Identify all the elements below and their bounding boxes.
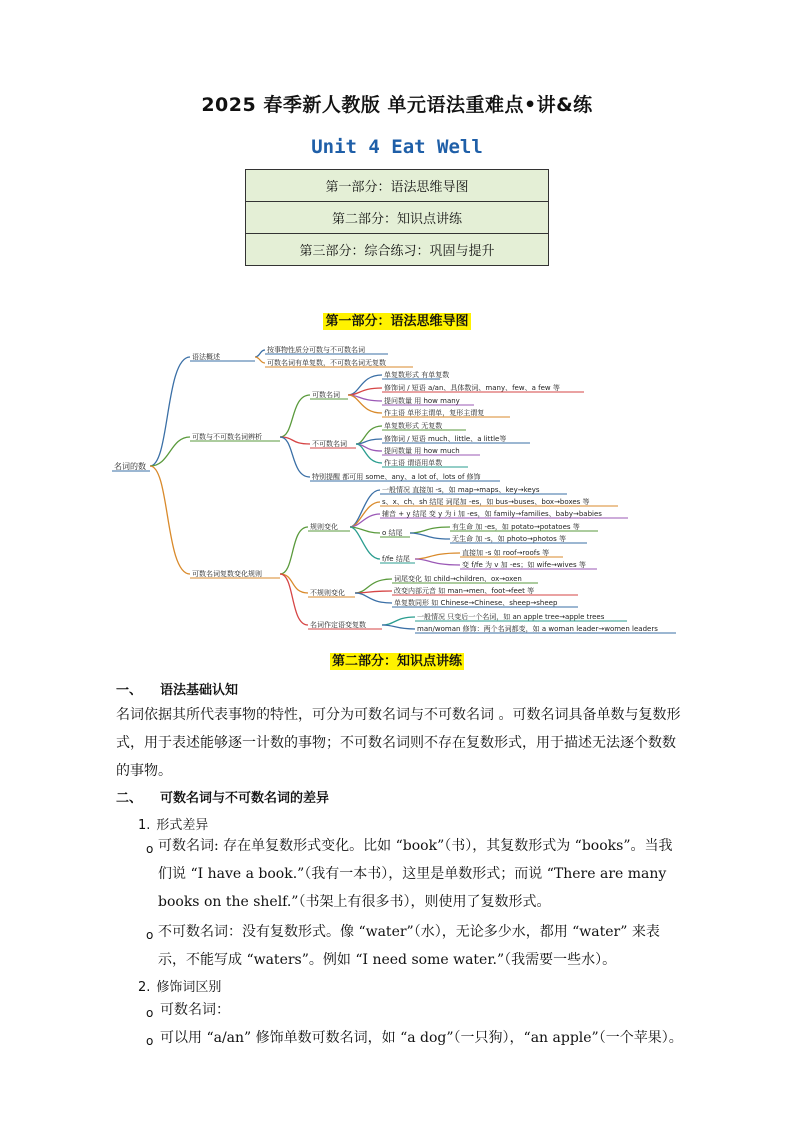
mm-o-end: o 结尾: [382, 529, 403, 537]
section2-heading: 第二部分：知识点讲练: [331, 654, 462, 669]
mm-tip: 特别提醒 都可用 some、any、a lot of、lots of 修饰: [312, 473, 481, 481]
paragraph-s1: 名词依据其所代表事物的特性，可分为可数名词与不可数名词 。可数名词具备单数与复数形式，用于表述能够逐一计数的事物；不可数名词则不存在复数形式，用于描述无法逐个数数的事物。: [116, 707, 681, 779]
section2-heading-wrap: [0, 650, 794, 669]
mm-overview-2: 可数名词有单复数，不可数名词无复数: [267, 359, 386, 367]
mm-countable: 可数名词: [312, 391, 340, 399]
mm-uncountable-4: 作主语 谓语用单数: [384, 459, 443, 467]
mm-irregular-1: 词尾变化 如 child→children、ox→oxen: [394, 575, 522, 583]
heading-s1-num: 一、: [116, 683, 143, 698]
mm-irregular-3: 单复数同形 如 Chinese→Chinese、sheep→sheep: [394, 599, 558, 607]
heading-s1: [116, 679, 238, 698]
mm-regular-2: s、x、ch、sh 结尾 词尾加 -es，如 bus→buses、box→boxes 等: [382, 498, 590, 506]
mm-overview-1: 按事物性质分可数与不可数名词: [267, 346, 365, 354]
mm-regular-1: 一般情况 直接加 -s，如 map→maps、key→keys: [382, 486, 540, 494]
paragraph-b4: 可以用 “a/an” 修饰单数可数名词，如 “a dog”（一只狗），“an apple”（一个苹果）。: [160, 1030, 683, 1046]
bullet-icon: o: [146, 928, 154, 942]
paragraph-b3: 可数名词：: [160, 1002, 230, 1018]
mm-f-end: f/fe 结尾: [382, 555, 410, 563]
paragraph-b2: 不可数名词：没有复数形式。像 “water”（水），无论多少水，都用 “water” 来表示，不能写成 “waters”。例如 “I need some water.”（我需要一些水）。: [158, 924, 660, 968]
section1-heading: 第一部分：语法思维导图: [325, 314, 469, 329]
heading-s2-title: 可数名词与不可数名词的差异: [160, 791, 330, 806]
mm-o-end-1: 有生命 加 -es，如 potato→potatoes 等: [452, 523, 580, 531]
mm-f-end-2: 变 f/fe 为 v 加 -es；如 wife→wives 等: [462, 561, 586, 569]
bullet-icon: o: [146, 1034, 154, 1048]
mm-modifier: 名词作定语变复数: [310, 621, 366, 629]
mm-countable-4: 作主语 单形主谓单，复形主谓复: [384, 409, 485, 417]
mm-irregular-2: 改变内部元音 如 man→men、foot→feet 等: [394, 587, 535, 595]
subheading-2-num: 2.: [138, 980, 151, 995]
mm-countable-3: 提问数量 用 how many: [384, 397, 460, 405]
mm-plural: 可数名词复数变化规则: [192, 570, 262, 578]
mm-uncountable-2: 修饰词 / 短语 much、little、a little等: [384, 435, 507, 443]
subheading-2-title: 修饰词区别: [156, 980, 222, 995]
toc-item-2: 第二部分：知识点讲练: [246, 202, 549, 234]
mm-root: 名词的数: [114, 462, 146, 471]
heading-s1-title: 语法基础认知: [160, 683, 239, 698]
mm-regular: 规则变化: [310, 523, 338, 531]
subheading-1: [138, 814, 208, 833]
unit-title: Unit 4 Eat Well: [311, 136, 483, 158]
bullet-icon: o: [146, 842, 154, 856]
mm-countable-2: 修饰词 / 短语 a/an、具体数词、many、few、a few 等: [384, 384, 560, 392]
grammar-mindmap: [110, 337, 680, 640]
mm-modifier-2: man/woman 修饰：两个名词都变，如 a woman leader→women leaders: [417, 625, 658, 633]
subheading-2: [138, 976, 221, 995]
heading-s2-num: 二、: [116, 791, 143, 806]
mm-f-end-1: 直接加 -s 如 roof→roofs 等: [462, 549, 550, 557]
mm-o-end-2: 无生命 加 -s，如 photo→photos 等: [452, 535, 566, 543]
branch-root-plural: [150, 466, 190, 574]
toc-item-1: 第一部分：语法思维导图: [246, 170, 549, 202]
mm-countable-1: 单复数形式 有单复数: [384, 371, 450, 379]
bullet-icon: o: [146, 1006, 154, 1020]
mm-regular-3: 辅音 + y 结尾 变 y 为 i 加 -es，如 family→families、baby→babies: [382, 510, 602, 518]
mm-uncountable: 不可数名词: [312, 440, 347, 448]
subheading-1-title: 形式差异: [156, 818, 209, 833]
paragraph-b1: 可数名词: 存在单复数形式变化。比如 “book”（书），其复数形式为 “books”。当我们说 “I have a book.”（我有一本书），这里是单数形式；而说 “There are many books on the shelf.”（书架上有很多书），则使用了复数形式。: [158, 838, 673, 910]
heading-s2: [116, 787, 329, 806]
section1-heading-wrap: [0, 310, 794, 329]
branch-root-overview: [150, 357, 190, 466]
mm-uncountable-1: 单复数形式 无复数: [384, 422, 443, 430]
toc-item-3: 第三部分：综合练习：巩固与提升: [246, 234, 549, 266]
document-title: 2025 春季新人教版 单元语法重难点•讲&练: [201, 94, 593, 116]
mm-irregular: 不规则变化: [310, 589, 345, 597]
subheading-1-num: 1.: [138, 818, 151, 833]
table-of-contents: [245, 169, 549, 266]
mm-modifier-1: 一般情况 只变后一个名词，如 an apple tree→apple trees: [417, 613, 605, 621]
mm-uncountable-3: 提问数量 用 how much: [384, 447, 460, 455]
mm-analysis: 可数与不可数名词辨析: [192, 433, 262, 441]
mm-overview: 语法概述: [192, 353, 220, 361]
